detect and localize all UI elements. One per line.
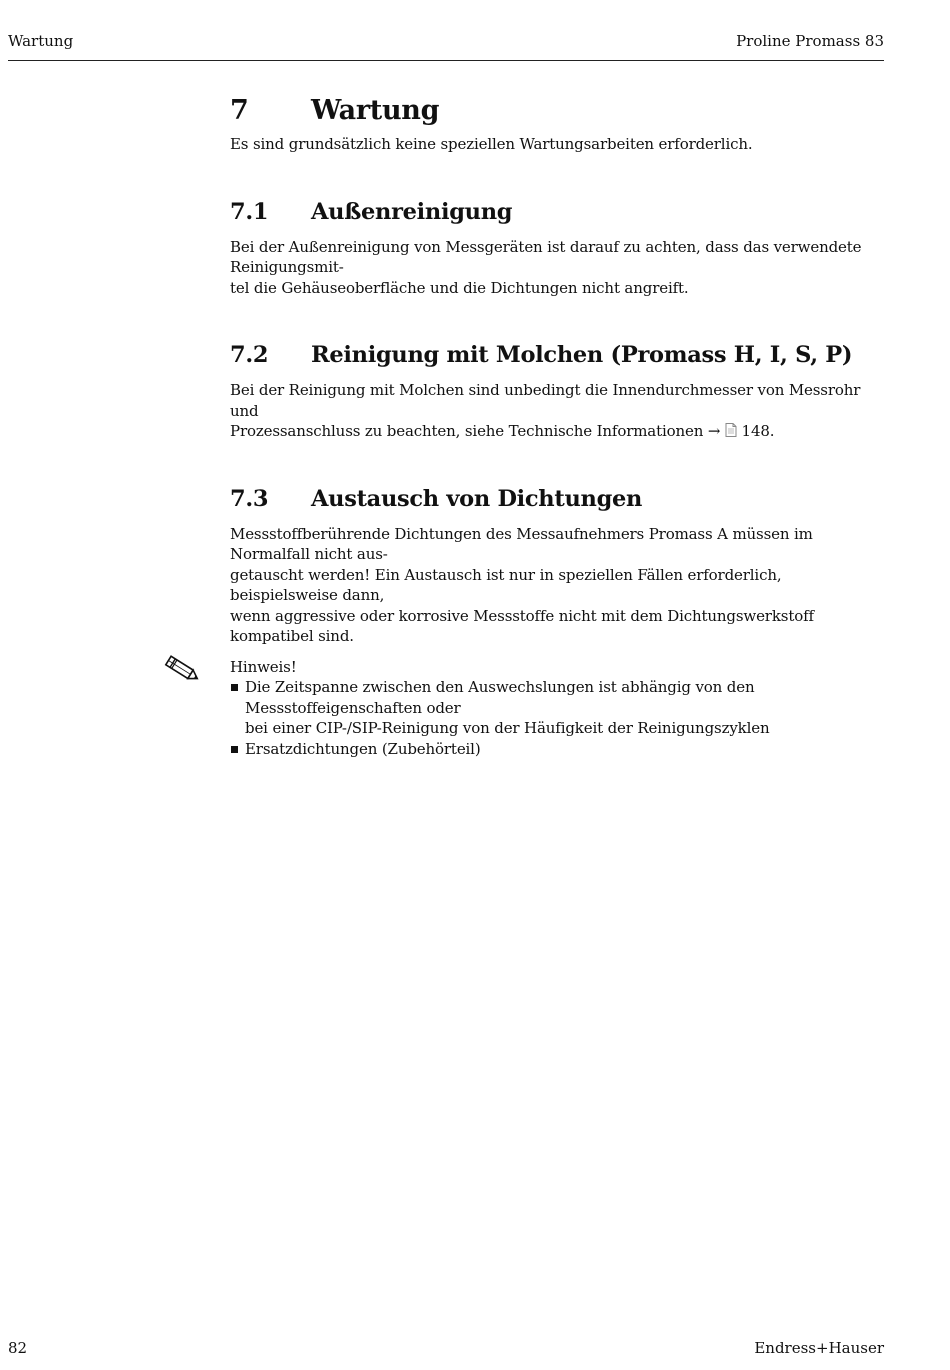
bullet-square-icon (231, 746, 238, 753)
bullet-square-icon (231, 684, 238, 691)
pencil-icon (162, 653, 202, 685)
section-7-1-line: Bei der Außenreinigung von Messgeräten ist darauf zu achten, dass das verwendete Reinigungsmit- (230, 237, 862, 276)
section-7-3-line: wenn aggressive oder korrosive Messstoffe nicht mit dem Dichtungswerkstoff kompatibel sind. (230, 606, 814, 645)
chapter-heading (230, 92, 886, 130)
header-section-name: Wartung (8, 32, 74, 50)
note-box (230, 657, 886, 760)
section-title: Reinigung mit Molchen (Promass H, I, S, P) (311, 342, 853, 368)
section-heading-7-3 (230, 482, 886, 516)
section-7-2-line (230, 421, 886, 442)
chapter-title: Wartung (311, 95, 440, 126)
section-title: Außenreinigung (311, 198, 513, 225)
note-list (230, 677, 886, 759)
note-label: Hinweis! (230, 657, 297, 676)
section-7-2-line: Bei der Reinigung mit Molchen sind unbedingt die Innendurchmesser von Messrohr und (230, 381, 861, 420)
list-item-line: Ersatzdichtungen (Zubehörteil) (245, 739, 481, 758)
chapter-intro: Es sind grundsätzlich keine speziellen Wartungsarbeiten erforderlich. (230, 135, 753, 153)
section-7-1-line: tel die Gehäuseoberfläche und die Dichtungen nicht angreift. (230, 278, 689, 297)
section-7-3-line: Messstoffberührende Dichtungen des Messaufnehmers Promass A müssen im Normalfall nicht aus- (230, 524, 813, 563)
arrow-right-icon: → (707, 422, 721, 440)
company-name: Endress+Hauser (754, 1339, 884, 1357)
section-7-2-text: Prozessanschluss zu beachten, siehe Technische Informationen (230, 422, 704, 440)
section-number: 7.2 (230, 342, 269, 368)
list-item (230, 677, 886, 739)
main-content (230, 92, 886, 759)
list-item-line: bei einer CIP-/SIP-Reinigung von der Häufigkeit der Reinigungszyklen (245, 719, 770, 737)
header-product-name: Proline Promass 83 (736, 32, 884, 50)
page-reference-icon (725, 423, 737, 437)
section-7-3-line: getauscht werden! Ein Austausch ist nur in speziellen Fällen erforderlich, beispielsweise dann, (230, 565, 782, 604)
section-number: 7.3 (230, 485, 269, 512)
list-item (230, 739, 886, 760)
page-reference-link[interactable]: 148. (741, 422, 775, 440)
page-number: 82 (8, 1339, 28, 1357)
list-item-line: Die Zeitspanne zwischen den Auswechslungen ist abhängig von den Messstoffeigenschaften oder (245, 678, 755, 717)
section-title: Austausch von Dichtungen (311, 485, 643, 512)
section-number: 7.1 (230, 198, 269, 225)
chapter-number: 7 (230, 95, 249, 126)
page-header (8, 30, 884, 61)
section-heading-7-2 (230, 338, 886, 372)
section-heading-7-1 (230, 195, 886, 229)
